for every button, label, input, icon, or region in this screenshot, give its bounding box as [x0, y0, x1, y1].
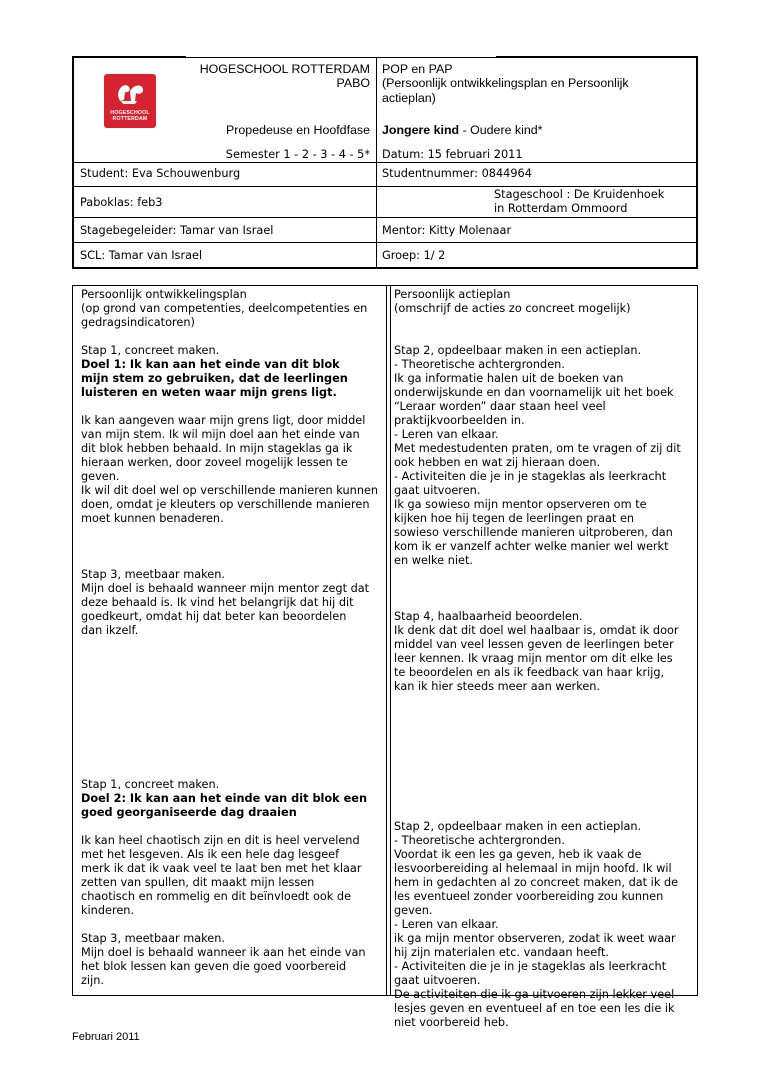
left-text-line: Mijn doel is behaald wanneer mijn mentor zegt dat [81, 582, 370, 595]
left-text-line [81, 722, 378, 736]
left-text-line: Stap 3, meetbaar maken. [81, 932, 226, 945]
right-text-line: kom ik er vanzelf achter welke manier wel werkt [394, 540, 669, 553]
institution-name: HOGESCHOOL ROTTERDAM [199, 62, 370, 76]
right-text-line [394, 778, 681, 792]
document-title: POP en PAP [382, 62, 453, 76]
left-text-line [81, 554, 378, 568]
left-text-line: dit blok hebben behaald. In mijn stageklas ga ik [81, 442, 353, 455]
action-plan-column [394, 288, 681, 1030]
left-text-line [81, 918, 378, 932]
footer-date: Februari 2011 [72, 1031, 140, 1043]
left-text-line: Doel 1: Ik kan aan het einde van dit blok [81, 358, 340, 371]
student-number: Studentnummer: 0844964 [382, 167, 532, 180]
right-text-line: - Theoretische achtergronden. [394, 834, 565, 847]
left-text-line [81, 708, 378, 722]
right-text-line [394, 792, 681, 806]
left-text-line: Stap 3, meetbaar maken. [81, 568, 226, 581]
left-text-line: dan ikzelf. [81, 624, 139, 637]
right-text-line [394, 708, 681, 722]
age-group [382, 123, 542, 137]
right-text-line: kan ik hier steeds meer aan werken. [394, 680, 601, 693]
semester: Semester 1 - 2 - 3 - 4 - 5* [225, 148, 370, 161]
right-text-line: kijken hoe hij tegen de leerlingen praat en [394, 512, 635, 525]
right-text-line: te beoordelen en als ik feedback van haar krijg, [394, 666, 665, 679]
student-name: Student: Eva Schouwenburg [80, 167, 241, 180]
date: Datum: 15 februari 2011 [382, 148, 523, 161]
left-text-line: Mijn doel is behaald wanneer ik aan het einde van [81, 946, 366, 959]
right-text-line: Ik ga informatie halen uit de boeken van [394, 372, 624, 385]
left-text-line: mijn stem zo gebruiken, dat de leerlingen [81, 372, 348, 385]
right-text-line: geven. [394, 904, 433, 917]
left-text-line: Ik kan heel chaotisch zijn en dit is heel vervelend [81, 834, 360, 847]
left-text-line: deze behaald is. Ik vind het belangrijk dat hij dit [81, 596, 354, 609]
left-text-line [81, 638, 378, 652]
right-text-line: “Leraar worden” daar staan heel veel [394, 400, 606, 413]
right-text-line [394, 316, 681, 330]
left-text-line: luisteren en weten waar mijn grens ligt. [81, 386, 337, 399]
class: Paboklas: feb3 [80, 196, 163, 209]
right-text-line: Persoonlijk actieplan [394, 288, 511, 301]
right-text-line: - Activiteiten die je in je stageklas als leerkracht [394, 960, 667, 973]
left-text-line: goed georganiseerde dag draaien [81, 806, 297, 819]
right-text-line: sowieso verschillende manieren uitproberen, dan [394, 526, 673, 539]
right-text-line: gaat uitvoeren. [394, 974, 481, 987]
right-text-line: (omschrijf de acties zo concreet mogelijk) [394, 302, 631, 315]
right-text-line: les eventueel zonder voorbereiding zou kunnen [394, 890, 664, 903]
right-text-line: Voordat ik een les ga geven, heb ik vaak de [394, 848, 642, 861]
left-text-line: (op grond van competenties, deelcompetenties en [81, 302, 368, 315]
left-text-line [81, 764, 378, 778]
left-text-line [81, 680, 378, 694]
left-text-line: Doel 2: Ik kan aan het einde van dit blok een [81, 792, 367, 805]
logo-text-line-1: HOGESCHOOL [110, 110, 150, 116]
left-text-line [81, 694, 378, 708]
left-text-line [81, 750, 378, 764]
left-text-line: Persoonlijk ontwikkelingsplan [81, 288, 247, 301]
header-table [72, 56, 698, 269]
right-text-line: Stap 2, opdeelbaar maken in een actieplan. [394, 820, 642, 833]
left-text-line: hieraan werken, door zoveel mogelijk lessen te [81, 456, 348, 469]
left-text-line [81, 736, 378, 750]
right-text-line [394, 694, 681, 708]
left-text-line: geven. [81, 470, 120, 483]
right-text-line [394, 568, 681, 582]
left-text-line [81, 526, 378, 540]
group: Groep: 1/ 2 [382, 249, 446, 262]
phase: Propedeuse en Hoofdfase [226, 123, 370, 137]
left-text-line: Stap 1, concreet maken. [81, 778, 220, 791]
age-group-selected: Jongere kind [382, 123, 460, 137]
document-subtitle-line-1: (Persoonlijk ontwikkelingsplan en Persoonlijk [382, 76, 629, 90]
plan-table [72, 285, 698, 1029]
right-text-line: lesvoorbereiding al helemaal in mijn hoofd. Ik wil [394, 862, 672, 875]
left-text-line: gedragsindicatoren) [81, 316, 195, 329]
age-group-other: - Oudere kind* [459, 123, 543, 137]
left-text-line [81, 820, 378, 834]
left-text-line: het blok lessen kan geven die goed voorbereid [81, 960, 347, 973]
right-text-line [394, 722, 681, 736]
right-text-line: niet voorbereid heb. [394, 1016, 509, 1029]
left-text-line [81, 400, 378, 414]
right-text-line: middel van veel lessen geven de leerlingen beter [394, 638, 674, 651]
right-text-line: Ik ga sowieso mijn mentor opserveren om te [394, 498, 647, 511]
left-text-line [81, 666, 378, 680]
left-text-line: kinderen. [81, 904, 135, 917]
right-text-line: Met medestudenten praten, om te vragen of zij dit [394, 442, 681, 455]
left-text-line [81, 330, 378, 344]
hogeschool-rotterdam-logo [104, 74, 156, 128]
right-text-line [394, 596, 681, 610]
right-text-line: - Leren van elkaar. [394, 918, 499, 931]
left-text-line [81, 540, 378, 554]
document-subtitle-line-2: actieplan) [382, 91, 436, 105]
internship-school-line-1: Stageschool : De Kruidenhoek [494, 188, 665, 201]
right-text-line: en welke niet. [394, 554, 473, 567]
right-text-line [394, 806, 681, 820]
right-text-line: De activiteiten die ik ga uitvoeren zijn lekker veel [394, 988, 675, 1001]
right-text-line: ook hebben en wat zij hieraan doen. [394, 456, 601, 469]
left-text-line: Ik kan aangeven waar mijn grens ligt, door middel [81, 414, 366, 427]
program-name: PABO [336, 76, 370, 90]
left-text-line: goedkeurt, omdat hij dat beter kan beoordelen [81, 610, 347, 623]
right-text-line: Stap 4, haalbaarheid beoordelen. [394, 610, 583, 623]
right-text-line: - Theoretische achtergronden. [394, 358, 565, 371]
left-text-line: zetten van spullen, dit maakt mijn lessen [81, 876, 315, 889]
right-text-line: lesjes geven en eventueel af en toe een les die ik [394, 1002, 675, 1015]
right-text-line: praktijkvoorbeelden in. [394, 414, 525, 427]
left-text-line: merk ik dat ik vaak veel te laat ben met het klaar [81, 862, 362, 875]
left-text-line: met het lesgeven. Als ik een hele dag lesgeef [81, 848, 340, 861]
right-text-line: hem in gedachten al zo concreet maken, dat ik de [394, 876, 679, 889]
left-text-line: Stap 1, concreet maken. [81, 344, 220, 357]
left-text-line: zijn. [81, 974, 104, 987]
right-text-line [394, 750, 681, 764]
right-text-line: - Leren van elkaar. [394, 428, 499, 441]
right-text-line: hij zijn materialen etc. vandaan heeft. [394, 946, 610, 959]
left-text-line: moet kunnen benaderen. [81, 512, 224, 525]
right-text-line: Ik denk dat dit doel wel haalbaar is, omdat ik door [394, 624, 679, 637]
right-text-line [394, 764, 681, 778]
mentor: Mentor: Kitty Molenaar [382, 224, 512, 237]
right-text-line: gaat uitvoeren. [394, 484, 481, 497]
right-text-line: Stap 2, opdeelbaar maken in een actieplan. [394, 344, 642, 357]
right-text-line: ik ga mijn mentor observeren, zodat ik weet waar [394, 932, 676, 945]
logo-text-line-2: ROTTERDAM [112, 116, 148, 122]
left-text-line: Ik wil dit doel wel op verschillende manieren kunnen [81, 484, 379, 497]
right-text-line [394, 582, 681, 596]
left-text-line: van mijn stem. Ik wil mijn doel aan het einde van [81, 428, 360, 441]
right-text-line: onderwijskunde en dan voornamelijk uit het boek [394, 386, 674, 399]
development-plan-column [81, 288, 378, 988]
internship-school-line-2: in Rotterdam Ommoord [494, 202, 628, 215]
right-text-line: - Activiteiten die je in je stageklas als leerkracht [394, 470, 667, 483]
right-text-line [394, 736, 681, 750]
scl: SCL: Tamar van Israel [80, 249, 203, 262]
internship-supervisor: Stagebegeleider: Tamar van Israel [80, 224, 274, 237]
left-text-line: doen, omdat je kleuters op verschillende manieren [81, 498, 370, 511]
left-text-line [81, 652, 378, 666]
right-text-line [394, 330, 681, 344]
left-text-line: chaotisch en rommelig en dit beïnvloedt ook de [81, 890, 352, 903]
right-text-line: leer kennen. Ik vraag mijn mentor om dit elke les [394, 652, 673, 665]
